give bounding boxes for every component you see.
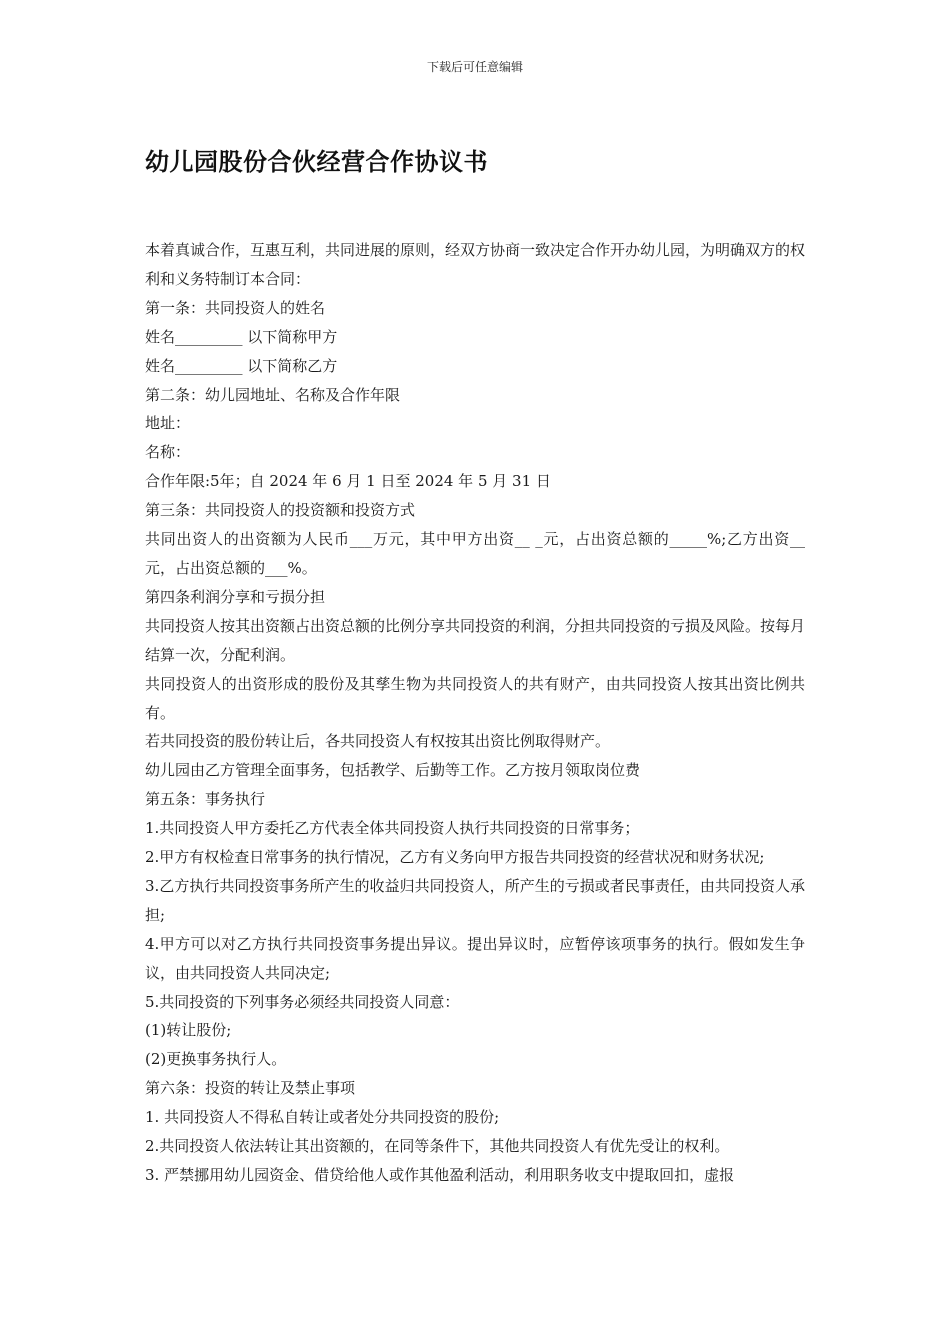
paragraph-item-5-4: 4.甲方可以对乙方执行共同投资事务提出异议。提出异议时，应暂停该项事务的执行。假如发生争议，由共同投资人共同决定; — [145, 934, 805, 982]
paragraph-item-5-1: 1.共同投资人甲方委托乙方代表全体共同投资人执行共同投资的日常事务； — [145, 819, 640, 838]
paragraph-address: 地址： — [145, 414, 191, 433]
header-note: 下载后可任意编辑 — [426, 60, 523, 74]
paragraph-shared-property: 共同投资人的出资形成的股份及其孳生物为共同投资人的共有财产，由共同投资人按其出资比例共有。 — [145, 674, 805, 722]
paragraph-item-6-1: 1. 共同投资人不得私自转让或者处分共同投资的股份; — [145, 1108, 500, 1127]
paragraph-profit-sharing: 共同投资人按其出资额占出资总额的比例分享共同投资的利润，分担共同投资的亏损及风险。按每月结算一次，分配利润。 — [145, 616, 806, 664]
paragraph-name: 名称： — [145, 443, 191, 462]
paragraph-item-6-2: 2.共同投资人依法转让其出资额的，在同等条件下，其他共同投资人有优先受让的权利。 — [145, 1137, 730, 1156]
document-title: 幼儿园股份合伙经营合作协议书 — [145, 148, 488, 176]
paragraph-item-5-5: 5.共同投资的下列事务必须经共同投资人同意： — [145, 992, 460, 1011]
paragraph-item-5-5-b: (2)更换事务执行人。 — [145, 1050, 287, 1069]
paragraph-item-6-3: 3. 严禁挪用幼儿园资金、借贷给他人或作其他盈利活动，利用职务收支中提取回扣，虚报 — [145, 1166, 735, 1184]
paragraph-article-1-heading: 第一条：共同投资人的姓名 — [145, 298, 326, 317]
paragraph-party-a-name: 姓名_________ 以下简称甲方 — [145, 327, 338, 346]
paragraph-item-5-5-a: (1)转让股份; — [145, 1021, 232, 1040]
paragraph-article-4-heading: 第四条利润分享和亏损分担 — [145, 587, 326, 606]
paragraph-article-6-heading: 第六条：投资的转让及禁止事项 — [145, 1079, 356, 1098]
paragraph-transfer-rights: 若共同投资的股份转让后，各共同投资人有权按其出资比例取得财产。 — [145, 732, 611, 751]
paragraph-article-5-heading: 第五条：事务执行 — [145, 790, 266, 809]
paragraph-term: 合作年限:5年；自 2024 年 6 月 1 日至 2024 年 5 月 31 日 — [145, 472, 551, 491]
paragraph-item-5-3: 3.乙方执行共同投资事务所产生的收益归共同投资人，所产生的亏损或者民事责任，由共同投资人承担; — [145, 876, 805, 924]
paragraph-management: 幼儿园由乙方管理全面事务，包括教学、后勤等工作。乙方按月领取岗位费 — [145, 761, 641, 780]
paragraph-investment-amount: 共同出资人的出资额为人民币___万元，其中甲方出资__ _元，占出资总额的_____%;乙方出资__元，占出资总额的___%。 — [145, 530, 805, 577]
paragraph-item-5-2: 2.甲方有权检查日常事务的执行情况，乙方有义务向甲方报告共同投资的经营状况和财务状况; — [145, 848, 765, 867]
paragraph-party-b-name: 姓名_________ 以下简称乙方 — [145, 356, 338, 375]
document-body — [145, 236, 805, 1190]
paragraph-article-2-heading: 第二条：幼儿园地址、名称及合作年限 — [145, 385, 401, 404]
paragraph-article-3-heading: 第三条：共同投资人的投资额和投资方式 — [145, 501, 416, 520]
paragraph-preamble: 本着真诚合作，互惠互利，共同进展的原则，经双方协商一致决定合作开办幼儿园，为明确双方的权利和义务特制订本合同： — [145, 241, 806, 288]
